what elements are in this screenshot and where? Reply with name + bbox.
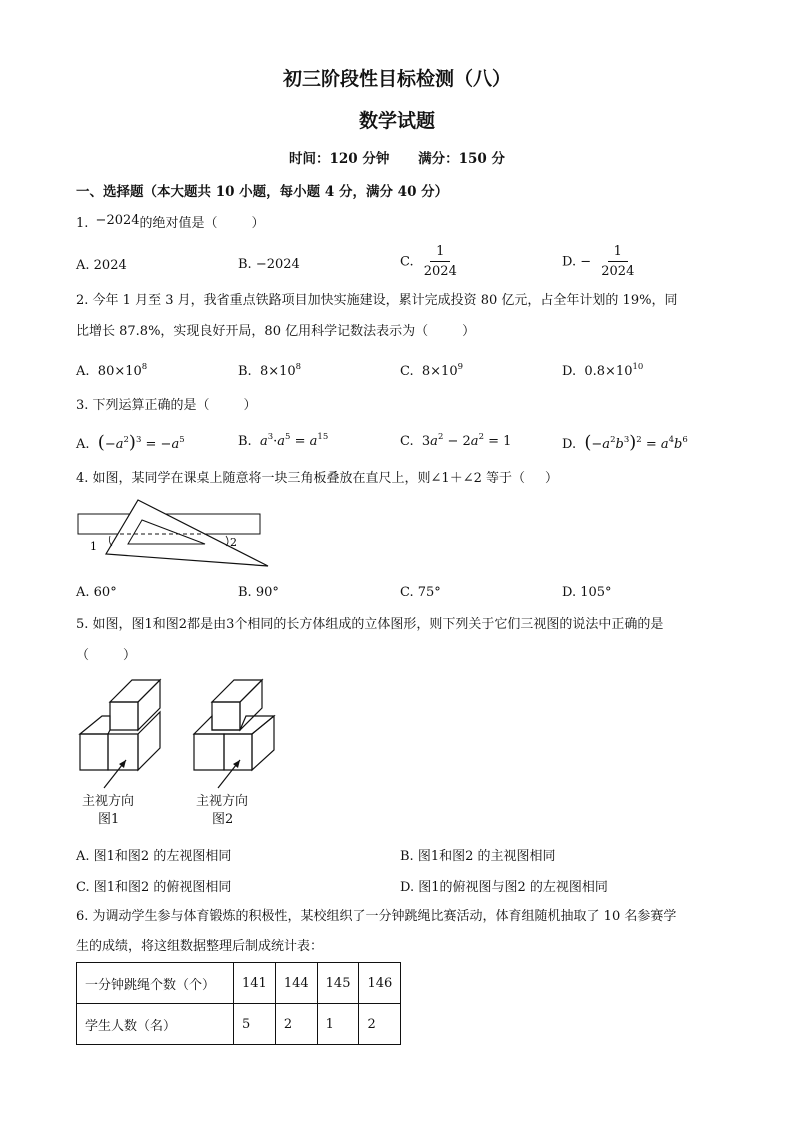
q5-option-d: D. 图1的俯视图与图2 的左视图相同 (400, 880, 608, 895)
q2-line-2-text: 比增长 87.8%，实现良好开局，80 亿用科学记数法表示为（ (76, 324, 429, 339)
table-row (77, 1004, 401, 1045)
fig2-top-front (212, 702, 240, 730)
q3-close: ） (243, 398, 257, 413)
set-square-outer (106, 500, 268, 566)
table-cell: 2 (359, 1004, 401, 1045)
q3-b-expr: $a^3\cdot a^5 = a^{15}$ (259, 432, 329, 449)
q1-number: 1. (76, 216, 89, 231)
q4-stem (76, 471, 558, 487)
q3-a-expr: $(-a^2)^3 = -a^5$ (97, 432, 185, 453)
q3-d-expr: $(-a^2b^3)^2 = a^4b^6$ (584, 432, 688, 453)
q1-option-d (562, 245, 640, 279)
q4-option-d: D. 105° (562, 585, 612, 600)
table-cell: 5 (234, 1004, 276, 1045)
q2-b-base: 8×10 (259, 364, 296, 379)
q3-c-expr: $3a^2 - 2a^2 = 1$ (421, 432, 512, 449)
q1-option-c-label: C. (400, 254, 414, 270)
q5-line-1: 5. 如图，图1和图2都是由3个相同的长方体组成的立体图形，则下列关于它们三视图的说法中正确的是 (76, 617, 664, 632)
question-1-stem (76, 213, 265, 232)
angle-2-label: 2 (230, 536, 237, 549)
q1-d-denominator: 2024 (601, 264, 635, 279)
q3-b-label: B. (238, 434, 252, 449)
fig1-top-front (110, 702, 138, 730)
q2-close: ） (462, 324, 476, 339)
q2-a-base: 80×10 (97, 364, 142, 379)
q2-line-1: 2. 今年 1 月至 3 月，我省重点铁路项目加快实施建设，累计完成投资 80 亿元，占全年计划的 19%，同 (76, 293, 678, 308)
q3-a-label: A. (76, 437, 90, 452)
q4-close: ） (545, 471, 559, 486)
q2-line-2 (76, 324, 475, 340)
table-cell: 145 (317, 963, 359, 1004)
fig1-top-top (110, 680, 160, 702)
q1-c-denominator: 2024 (423, 264, 457, 279)
fig2-bottom-top (194, 716, 274, 734)
q2-d-exp: 10 (632, 362, 644, 372)
fig1-name: 图1 (98, 812, 120, 827)
fig2-top-top (212, 680, 262, 702)
q2-option-d (562, 362, 643, 379)
q5-option-b: B. 图1和图2 的主视图相同 (400, 849, 556, 864)
q1-option-b: B. −2024 (238, 257, 300, 272)
q5-line-2 (76, 648, 136, 664)
q5-option-c: C. 图1和图2 的俯视图相同 (76, 880, 232, 895)
q1-c-numerator: 1 (430, 245, 450, 262)
table-row-header: 学生人数（名） (77, 1004, 234, 1045)
table-cell: 1 (317, 1004, 359, 1045)
fig1-bottom-right-side (138, 712, 160, 770)
exam-time: 时间：120 分钟 (289, 151, 390, 167)
q2-b-label: B. (238, 364, 252, 379)
q1-option-c (400, 245, 463, 279)
q3-d-label: D. (562, 437, 577, 452)
exam-title: 初三阶段性目标检测（八） (282, 68, 511, 90)
q6-line-2: 生的成绩，将这组数据整理后制成统计表： (76, 939, 324, 954)
q3-stem-text: 3. 下列运算正确的是（ (76, 398, 210, 413)
q2-d-base: 0.8×10 (584, 364, 633, 379)
q2-d-label: D. (562, 364, 577, 379)
table-row (77, 963, 401, 1004)
fig2-bottom-side (252, 716, 274, 770)
q1-option-c-fraction (418, 245, 463, 279)
q1-text: 的绝对值是（ (139, 216, 218, 231)
table-cell: 2 (275, 1004, 317, 1045)
q2-option-a (76, 362, 147, 379)
exam-subtitle: 数学试题 (358, 110, 435, 132)
fig2-view-arrow (212, 756, 252, 792)
q2-option-c (400, 362, 463, 379)
q3-option-b (238, 432, 328, 449)
q2-c-exp: 9 (457, 362, 464, 372)
q2-a-label: A. (76, 364, 90, 379)
q1-option-a: A. 2024 (76, 258, 127, 273)
q1-close: ） (251, 216, 265, 231)
q3-stem (76, 398, 257, 414)
q2-a-exp: 8 (141, 362, 148, 372)
jump-rope-stats-table (76, 962, 401, 1045)
q4-stem-text: 4. 如图，某同学在课桌上随意将一块三角板叠放在直尺上，则∠1＋∠2 等于（ (76, 471, 525, 486)
q5-open: （ (76, 648, 90, 663)
q5-option-a: A. 图1和图2 的左视图相同 (76, 849, 232, 864)
exam-meta (0, 147, 794, 167)
angle-1-label: 1 (90, 540, 97, 553)
fig1-view-arrow (98, 756, 138, 792)
q3-option-d (562, 432, 688, 453)
exam-score: 满分：150 分 (418, 151, 505, 167)
q2-c-base: 8×10 (421, 364, 458, 379)
fig1-direction-label: 主视方向 (82, 794, 135, 809)
q1-expr: −2024 (95, 213, 140, 228)
q4-option-c: C. 75° (400, 585, 441, 600)
q2-option-b (238, 362, 301, 379)
table-cell: 141 (234, 963, 276, 1004)
fig2-direction-label: 主视方向 (196, 794, 249, 809)
q2-c-label: C. (400, 364, 414, 379)
table-cell: 144 (275, 963, 317, 1004)
q5-close: ） (123, 648, 137, 663)
table-cell: 146 (359, 963, 401, 1004)
q6-line-1: 6. 为调动学生参与体育锻炼的积极性，某校组织了一分钟跳绳比赛活动，体育组随机抽取了 10 名参赛学 (76, 909, 677, 924)
q1-d-numerator: 1 (608, 245, 628, 262)
q1-option-d-fraction (595, 245, 640, 279)
section-heading: 一、选择题（本大题共 10 小题，每小题 4 分，满分 40 分） (76, 184, 449, 200)
q1-option-d-label: D. − (562, 254, 592, 270)
q3-c-label: C. (400, 434, 414, 449)
q3-option-c (400, 432, 511, 449)
q2-b-exp: 8 (295, 362, 302, 372)
q4-option-b: B. 90° (238, 585, 279, 600)
fig2-name: 图2 (212, 812, 234, 827)
table-row-header: 一分钟跳绳个数（个） (77, 963, 234, 1004)
fig1-bottom-left-top (80, 716, 110, 734)
q3-option-a (76, 432, 185, 453)
q4-option-a: A. 60° (76, 585, 117, 600)
ruler-triangle-figure (70, 494, 270, 576)
